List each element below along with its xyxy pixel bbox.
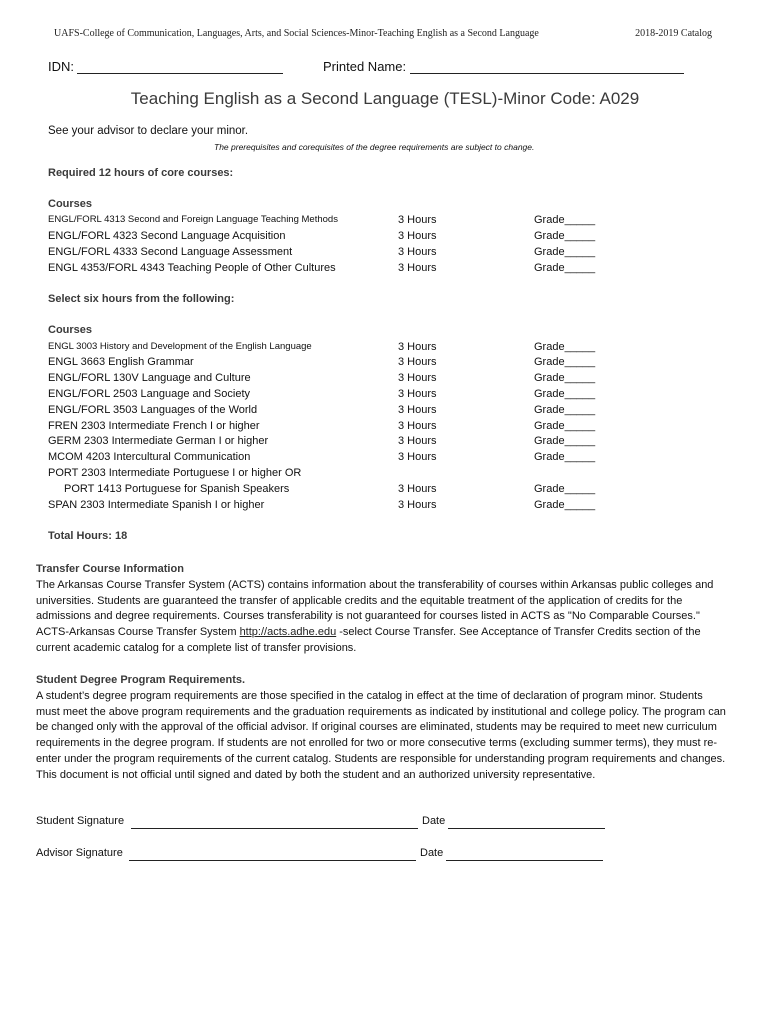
course-grade-field[interactable]: Grade_____ <box>534 341 596 353</box>
elective-course-row <box>48 341 608 356</box>
course-hours: 3 Hours <box>398 214 437 226</box>
transfer-text-after-link: -select Course Transfer. See Acceptance of Transfer Credits section of the current academic catalog for a complete list of transfer provisions. <box>36 626 701 654</box>
transfer-section <box>36 562 726 657</box>
course-name: PORT 1413 Portuguese for Spanish Speakers <box>64 483 290 495</box>
course-hours: 3 Hours <box>398 246 437 258</box>
course-grade-field[interactable]: Grade_____ <box>534 262 596 274</box>
advisor-signature-row <box>36 847 636 863</box>
printed-name-label: Printed Name: <box>323 59 407 74</box>
course-hours: 3 Hours <box>398 420 437 432</box>
acts-link[interactable]: http://acts.adhe.edu <box>239 626 337 639</box>
elective-heading: Select six hours from the following: <box>48 293 235 305</box>
transfer-text-before-link: The Arkansas Course Transfer System (ACTS) contains information about the transferability of courses within Arkansas public colleges and universities. Students are guaranteed the transfer of applicable credits and the equitable treatment of the application of credits for the admissions and degree requirements. Courses transferability is not guaranteed for courses listed in ACTS as "No Comparable Courses." ACTS-Arkansas Course Transfer System <box>36 578 714 639</box>
student-signature-label: Student Signature <box>36 815 125 827</box>
idn-field[interactable] <box>77 73 283 74</box>
advisor-text: See your advisor to declare your minor. <box>48 125 249 137</box>
course-hours: 3 Hours <box>398 372 437 384</box>
page-header <box>54 28 712 42</box>
prerequisite-note: The prerequisites and corequisites of the degree requirements are subject to change. <box>214 142 535 152</box>
course-name: SPAN 2303 Intermediate Spanish I or higher <box>48 499 265 511</box>
printed-name-field[interactable] <box>410 73 684 74</box>
advisor-signature-label: Advisor Signature <box>36 847 123 859</box>
header-college-text: UAFS-College of Communication, Languages, Arts, and Social Sciences-Minor-Teaching English as a Second Language <box>54 28 539 39</box>
course-grade-field[interactable]: Grade_____ <box>534 420 596 432</box>
course-grade-field[interactable]: Grade_____ <box>534 404 596 416</box>
course-name: ENGL/FORL 4323 Second Language Acquisition <box>48 230 286 242</box>
page-title: Teaching English as a Second Language (TESL)-Minor Code: A029 <box>130 89 640 108</box>
course-grade-field[interactable]: Grade_____ <box>534 214 596 226</box>
course-name: FREN 2303 Intermediate French I or higher <box>48 420 260 432</box>
total-hours: Total Hours: 18 <box>48 530 128 542</box>
elective-course-row <box>48 356 608 371</box>
course-name: ENGL/FORL 130V Language and Culture <box>48 372 251 384</box>
course-name: MCOM 4203 Intercultural Communication <box>48 451 251 463</box>
course-hours: 3 Hours <box>398 262 437 274</box>
course-grade-field[interactable]: Grade_____ <box>534 483 596 495</box>
course-hours: 3 Hours <box>398 483 437 495</box>
requirements-heading: Student Degree Program Requirements. <box>36 674 246 686</box>
student-date-field[interactable] <box>448 828 605 829</box>
course-name: ENGL 3003 History and Development of the English Language <box>48 341 312 352</box>
course-grade-field[interactable]: Grade_____ <box>534 499 596 511</box>
course-grade-field[interactable]: Grade_____ <box>534 451 596 463</box>
course-hours: 3 Hours <box>398 388 437 400</box>
course-name: ENGL/FORL 4313 Second and Foreign Language Teaching Methods <box>48 214 338 225</box>
course-name: ENGL 4353/FORL 4343 Teaching People of Other Cultures <box>48 262 336 274</box>
elective-course-row <box>48 372 608 387</box>
course-hours: 3 Hours <box>398 435 437 447</box>
elective-course-row <box>48 467 608 482</box>
core-courses-label: Courses <box>48 198 93 210</box>
course-grade-field[interactable]: Grade_____ <box>534 230 596 242</box>
course-grade-field[interactable]: Grade_____ <box>534 388 596 400</box>
core-course-row <box>48 230 608 245</box>
course-hours: 3 Hours <box>398 341 437 353</box>
course-name: ENGL/FORL 4333 Second Language Assessment <box>48 246 293 258</box>
elective-course-row <box>48 404 608 419</box>
course-name: PORT 2303 Intermediate Portuguese I or higher OR <box>48 467 302 479</box>
id-row <box>48 59 698 77</box>
course-hours: 3 Hours <box>398 356 437 368</box>
elective-course-row <box>48 388 608 403</box>
course-name: GERM 2303 Intermediate German I or higher <box>48 435 269 447</box>
idn-label: IDN: <box>48 59 74 74</box>
course-name: ENGL/FORL 3503 Languages of the World <box>48 404 258 416</box>
course-hours: 3 Hours <box>398 451 437 463</box>
elective-courses-label: Courses <box>48 324 93 336</box>
elective-course-row <box>48 451 608 466</box>
course-grade-field[interactable]: Grade_____ <box>534 246 596 258</box>
advisor-signature-field[interactable] <box>129 860 416 861</box>
course-grade-field[interactable]: Grade_____ <box>534 435 596 447</box>
advisor-date-field[interactable] <box>446 860 603 861</box>
transfer-text <box>36 578 726 657</box>
course-name: ENGL/FORL 2503 Language and Society <box>48 388 251 400</box>
requirements-text: A student’s degree program requirements are those specified in the catalog in effect at the time of declaration of program minor. Students must meet the above program requirements and the graduation requirements as indicated by institutional and college policy. The program can be changed only with the approval of the official advisor. If original courses are eliminated, students may be required to meet new curriculum requirements in the degree program. If students are not enrolled for two or more consecutive terms (excluding summer terms), they must re-enter under the program requirements of the current catalog. Students are responsible for understanding program requirements and changes. This document is not official until signed and dated by both the student and an authorized university representative. <box>36 689 726 781</box>
core-course-row <box>48 214 608 229</box>
elective-course-row <box>48 435 608 450</box>
student-date-label: Date <box>422 815 446 827</box>
course-hours: 3 Hours <box>398 404 437 416</box>
elective-course-row <box>48 499 608 514</box>
requirements-section <box>36 673 726 784</box>
core-course-row <box>48 246 608 261</box>
advisor-date-label: Date <box>420 847 444 859</box>
student-signature-field[interactable] <box>131 828 418 829</box>
course-hours: 3 Hours <box>398 230 437 242</box>
core-heading: Required 12 hours of core courses: <box>48 167 234 179</box>
core-course-row <box>48 262 608 277</box>
course-grade-field[interactable]: Grade_____ <box>534 372 596 384</box>
course-hours: 3 Hours <box>398 499 437 511</box>
elective-course-row <box>48 483 608 498</box>
transfer-heading: Transfer Course Information <box>36 563 184 575</box>
course-grade-field[interactable]: Grade_____ <box>534 356 596 368</box>
elective-course-row <box>48 420 608 435</box>
student-signature-row <box>36 815 636 831</box>
course-name: ENGL 3663 English Grammar <box>48 356 194 368</box>
header-catalog-year: 2018-2019 Catalog <box>635 28 712 39</box>
